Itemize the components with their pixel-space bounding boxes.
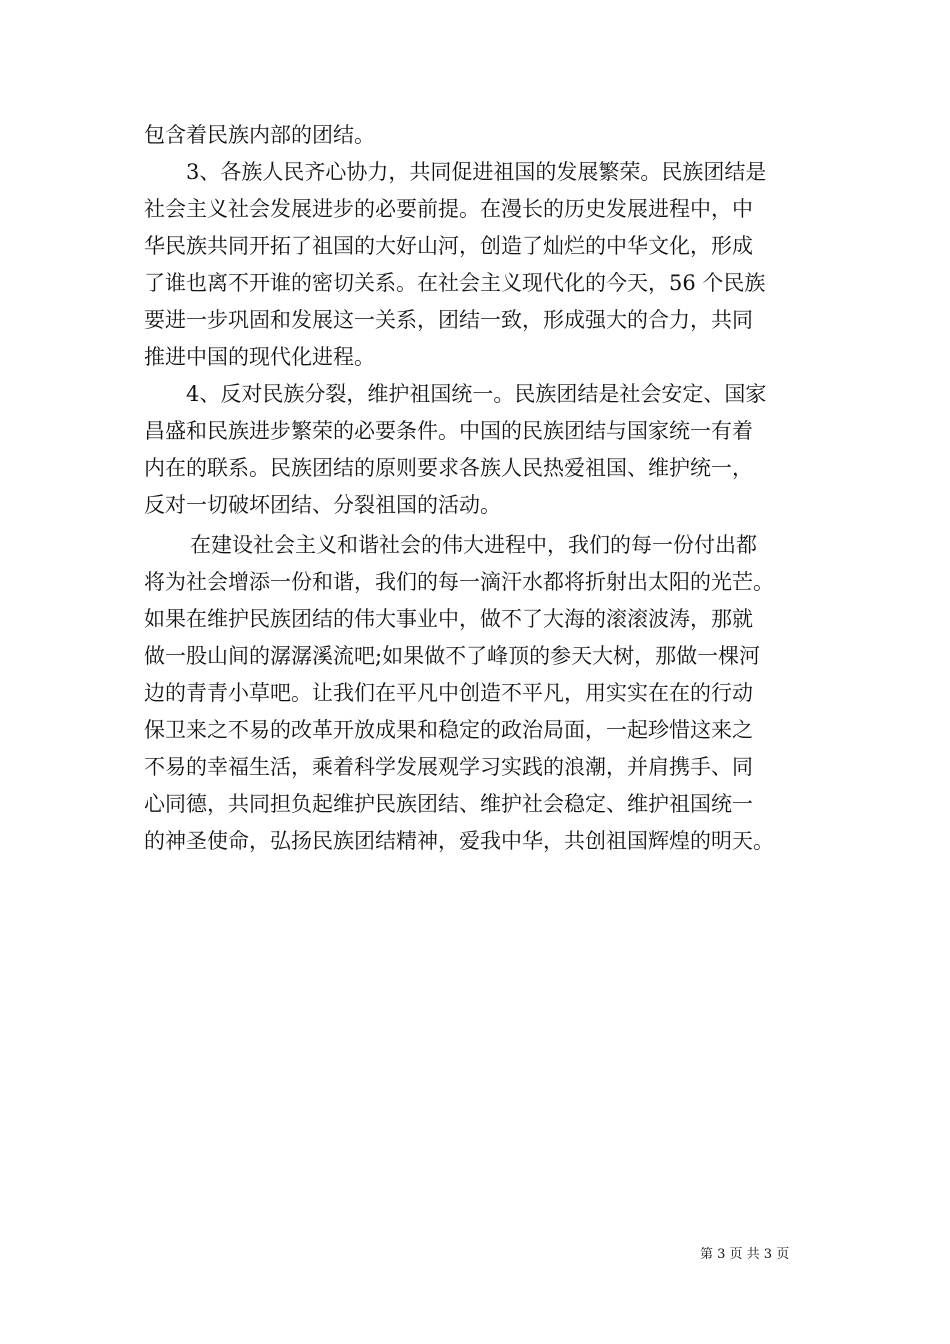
paragraph-line: 3、各族人民齐心协力，共同促进祖国的发展繁荣。民族团结是	[186, 160, 767, 184]
paragraph-line: 华民族共同开拓了祖国的大好山河，创造了灿烂的中华文化，形成	[144, 234, 753, 258]
paragraph-line: 保卫来之不易的改革开放成果和稳定的政治局面，一起珍惜这来之	[144, 718, 753, 742]
page-footer: 第 3 页 共 3 页	[700, 1247, 790, 1262]
paragraph-line: 如果在维护民族团结的伟大事业中，做不了大海的滚滚波涛，那就	[144, 607, 753, 631]
paragraph-line: 了谁也离不开谁的密切关系。在社会主义现代化的今天，56 个民族	[144, 271, 766, 295]
paragraph-line: 反对一切破坏团结、分裂祖国的活动。	[144, 493, 501, 517]
paragraph-line: 不易的幸福生活，乘着科学发展观学习实践的浪潮，并肩携手、同	[144, 755, 753, 779]
paragraph-line: 社会主义社会发展进步的必要前提。在漫长的历史发展进程中，中	[144, 197, 753, 221]
paragraph-line: 将为社会增添一份和谐，我们的每一滴汗水都将折射出太阳的光芒。	[144, 570, 774, 594]
paragraph-line: 4、反对民族分裂，维护祖国统一。民族团结是社会安定、国家	[186, 382, 767, 406]
paragraph-line: 在建设社会主义和谐社会的伟大进程中，我们的每一份付出都	[190, 533, 757, 557]
paragraph-line: 做一股山间的潺潺溪流吧;如果做不了峰顶的参天大树，那做一棵河	[144, 644, 761, 668]
paragraph-line: 要进一步巩固和发展这一关系，团结一致，形成强大的合力，共同	[144, 308, 753, 332]
paragraph-line: 内在的联系。民族团结的原则要求各族人民热爱祖国、维护统一，	[144, 456, 753, 480]
paragraph-line: 推进中国的现代化进程。	[144, 345, 375, 369]
paragraph-line: 的神圣使命，弘扬民族团结精神，爱我中华，共创祖国辉煌的明天。	[144, 829, 774, 853]
paragraph-line: 昌盛和民族进步繁荣的必要条件。中国的民族团结与国家统一有着	[144, 419, 753, 443]
paragraph-line: 心同德，共同担负起维护民族团结、维护社会稳定、维护祖国统一	[144, 792, 753, 816]
paragraph-line: 包含着民族内部的团结。	[144, 123, 375, 147]
paragraph-line: 边的青青小草吧。让我们在平凡中创造不平凡，用实实在在的行动	[144, 681, 753, 705]
